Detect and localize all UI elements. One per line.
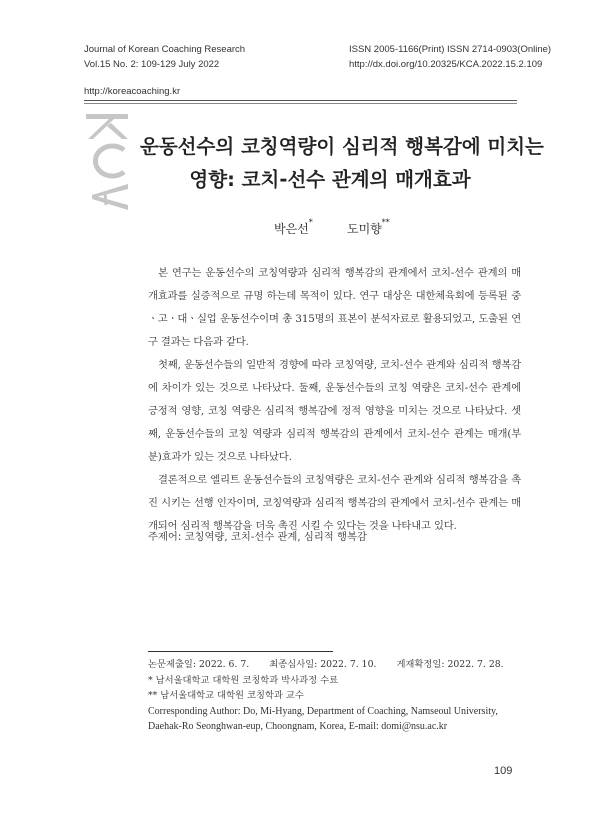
author-2 xyxy=(347,220,390,237)
author-1 xyxy=(274,220,313,237)
header-rule xyxy=(84,100,517,101)
keywords-text: 코칭역량, 코치-선수 관계, 심리적 행복감 xyxy=(184,531,367,543)
page-number: 109 xyxy=(494,765,513,777)
corresponding-address: Daehak-Ro Seonghwan-eup, Choongnam, Korea, E-mail: domi@nsu.ac.kr xyxy=(148,721,448,732)
keywords xyxy=(148,528,367,543)
reviewed-date: 최종심사일: 2022. 7. 10. xyxy=(269,659,377,670)
doi-link[interactable]: http://dx.doi.org/10.20325/KCA.2022.15.2.109 xyxy=(349,59,543,70)
author-1-name: 박은선 xyxy=(274,222,309,236)
issn: ISSN 2005-1166(Print) ISSN 2714-0903(Online) xyxy=(349,44,552,55)
kca-logo-letter-k xyxy=(86,114,128,139)
journal-name: Journal of Korean Coaching Research xyxy=(84,44,246,55)
author-1-mark: * xyxy=(308,218,313,227)
abstract xyxy=(148,262,521,538)
corresponding-author: Corresponding Author: Do, Mi-Hyang, Department of Coaching, Namseoul University, xyxy=(148,705,498,717)
footnotes xyxy=(148,657,504,735)
abstract-paragraph: 결론적으로 엘리트 운동선수들의 코칭역량은 코치-선수 관계와 심리적 행복감을 촉진 시키는 선행 인자이며, 코칭역량과 심리적 행복감의 관계에서 코치-선수 관계는 매개되어 심리적 행복감을 더욱 촉진 시킬 수 있다는 것을 나타내고 있다. xyxy=(148,474,521,532)
submitted-date: 논문제출일: 2022. 6. 7. xyxy=(148,659,250,670)
keywords-label: 주제어: xyxy=(148,531,182,543)
journal-url[interactable]: http://koreacoaching.kr xyxy=(84,86,181,97)
title-line-2: 영향: 코치-선수 관계의 매개효과 xyxy=(189,168,471,191)
author2-affiliation: ** 남서울대학교 대학원 코칭학과 교수 xyxy=(148,690,304,701)
author-2-mark: ** xyxy=(381,218,390,227)
kca-logo xyxy=(80,108,136,218)
footnote-rule xyxy=(148,651,333,652)
running-header-right xyxy=(349,42,551,72)
article-title xyxy=(140,130,544,196)
running-header-left xyxy=(84,42,245,72)
abstract-paragraph: 본 연구는 운동선수의 코칭역량과 심리적 행복감의 관계에서 코치-선수 관계의 매개효과를 실증적으로 규명 하는데 목적이 있다. 연구 대상은 대한체육회에 등록된 중ㆍ고ㆍ대ㆍ실업 운동선수이며 총 315명의 표본이 분석자료로 활용되었고, 도출된 연구 결과는 다음과 같다. xyxy=(148,267,521,348)
header-rule-thin xyxy=(84,103,517,104)
author-2-name: 도미향 xyxy=(347,222,382,236)
title-line-1: 운동선수의 코칭역량이 심리적 행복감에 미치는 xyxy=(140,135,544,158)
kca-logo-letter-a xyxy=(92,184,128,210)
abstract-paragraph: 첫째, 운동선수들의 일반적 경향에 따라 코칭역량, 코치-선수 관계와 심리적 행복감에 차이가 있는 것으로 나타났다. 둘째, 운동선수들의 코칭 역량은 코치-선수 관계에 긍정적 영향, 코칭 역량은 심리적 행복감에 정적 영향을 미치는 것으로 나타났다. 셋째, 운동선수들의 코칭 역량과 심리적 행복감의 관계에서 코치-선수 관계는 매개(부분)효과가 있는 것으로 나타났다. xyxy=(148,359,521,463)
submission-dates xyxy=(148,657,504,673)
accepted-date: 게재확정일: 2022. 7. 28. xyxy=(396,659,504,670)
volume-info: Vol.15 No. 2: 109-129 July 2022 xyxy=(84,59,220,70)
kca-logo-letter-c xyxy=(95,146,124,176)
author1-affiliation: * 남서울대학교 대학원 코칭학과 박사과정 수료 xyxy=(148,674,339,686)
